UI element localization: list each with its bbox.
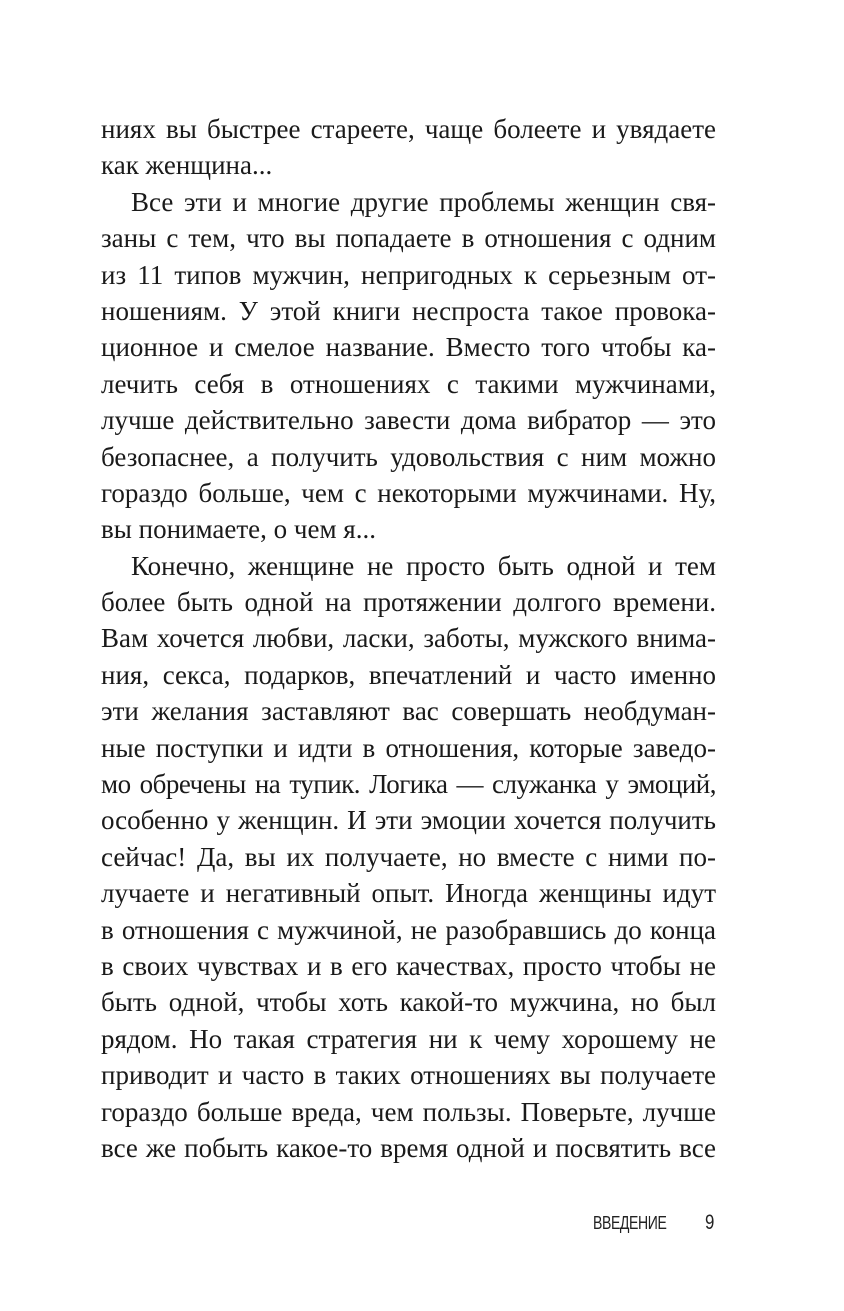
text-line: особенно у женщин. И эти эмоции хочется получить <box>101 805 716 836</box>
text-line: ные поступки и идти в отношения, которые заведо- <box>101 732 716 763</box>
text-line: гораздо больше, чем с некоторыми мужчинами. Ну, <box>101 477 716 508</box>
text-line: ния, секса, подарков, впечатлений и часто именно <box>101 659 716 690</box>
text-line: лучше действительно завести дома вибратор — это <box>101 405 716 436</box>
text-line: Конечно, женщине не просто быть одной и тем <box>131 550 716 581</box>
text-line: в своих чувствах и в его качествах, просто чтобы не <box>101 950 716 981</box>
text-line: лучаете и негативный опыт. Иногда женщины идут <box>101 878 716 909</box>
text-line: заны с тем, что вы попадаете в отношения с одним <box>101 223 716 254</box>
text-line: мо обречены на тупик. Логика — служанка у эмоций, <box>101 769 716 800</box>
text-line: ношениям. У этой книги неспроста такое провока- <box>101 295 716 326</box>
text-line: ционное и смелое название. Вместо того чтобы ка- <box>101 332 716 363</box>
text-line: безопаснее, а получить удовольствия с ним можно <box>101 441 716 472</box>
text-line: сейчас! Да, вы их получаете, но вместе с ними по- <box>101 841 716 872</box>
text-line: рядом. Но такая стратегия ни к чему хорошему не <box>101 1023 716 1054</box>
text-line: как женщина... <box>101 150 273 181</box>
text-line: приводит и часто в таких отношениях вы получаете <box>101 1060 716 1091</box>
text-line: быть одной, чтобы хоть какой-то мужчина, но был <box>101 987 716 1018</box>
text-line: более быть одной на протяжении долгого времени. <box>101 587 716 618</box>
text-line: Все эти и многие другие проблемы женщин свя- <box>131 186 716 217</box>
body-text <box>101 111 716 1166</box>
text-line: гораздо больше вреда, чем пользы. Поверьте, лучше <box>101 1096 716 1127</box>
page-footer <box>560 1208 720 1238</box>
running-section-title: ВВЕДЕНИЕ <box>593 1213 667 1233</box>
text-line: Вам хочется любви, ласки, заботы, мужского внима- <box>101 623 716 654</box>
text-line: лечить себя в отношениях с такими мужчинами, <box>101 368 716 399</box>
text-line: в отношения с мужчиной, не разобравшись до конца <box>101 914 716 945</box>
text-line: все же побыть какое-то время одной и посвятить все <box>101 1132 716 1163</box>
page-number: 9 <box>705 1211 715 1234</box>
text-line: из 11 типов мужчин, непригодных к серьезным от- <box>101 259 716 290</box>
text-line: эти желания заставляют вас совершать необдуман- <box>101 696 716 727</box>
text-line: вы понимаете, о чем я... <box>101 514 376 545</box>
text-line: ниях вы быстрее стареете, чаще болеете и увядаете <box>101 114 716 144</box>
